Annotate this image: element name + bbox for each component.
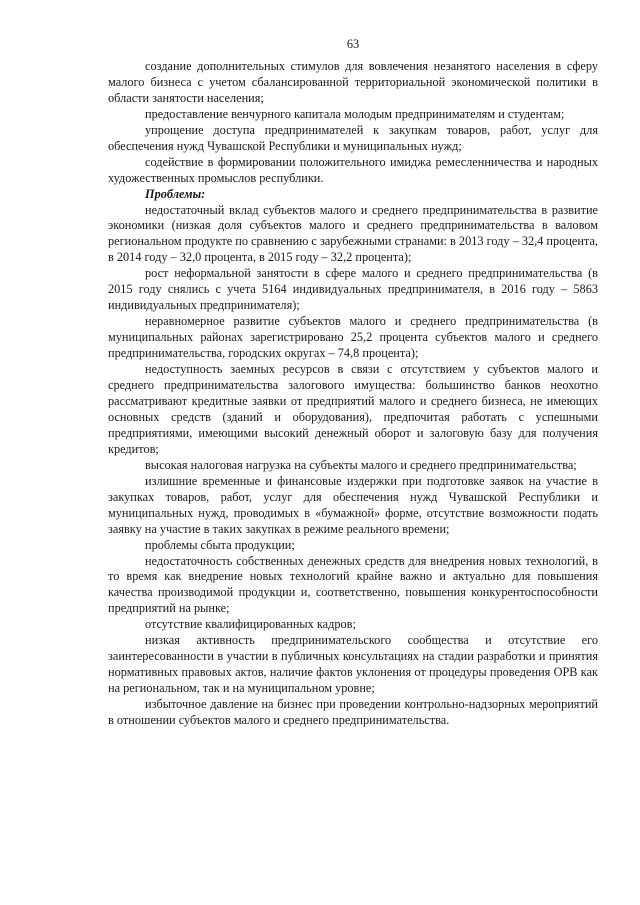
paragraph-tax-burden: высокая налоговая нагрузка на субъекты малого и среднего предпринимательства; xyxy=(145,457,577,472)
paragraph-credit-access: недоступность заемных ресурсов в связи с отсутствием у субъектов малого и среднего предпринимательства залогового имущества: большинство банков неохотно рассматривают кредитные заявки от предприятий малого и среднего бизнеса, не имеющих основных средств (зданий и оборудования), предпочитая работать с успешными предприятиями, имеющими высокий денежный оборот и залоговую базу для получения кредитов; xyxy=(108,362,598,456)
paragraph-procurement-access: упрощение доступа предпринимателей к закупкам товаров, работ, услуг для обеспечения нужд Чувашской Республики и муниципальных нужд; xyxy=(108,122,598,153)
paragraph-uneven-development: неравномерное развитие субъектов малого и среднего предпринимательства (в муниципальных районах зарегистрировано 25,2 процента субъектов малого и среднего предпринимательства, городских округах – 74,8 процента); xyxy=(108,314,598,361)
page-number: 63 xyxy=(346,37,360,51)
paragraph-own-funds: недостаточность собственных денежных средств для внедрения новых технологий, в то время как внедрение новых технологий крайне важно и актуально для повышения качества производимой продукции и, соответственно, повышения конкурентоспособности предприятий на рынке; xyxy=(108,553,598,616)
paragraph-excessive-pressure: избыточное давление на бизнес при проведении контрольно-надзорных мероприятий в отношении субъектов малого и среднего предпринимательства. xyxy=(108,697,598,728)
paragraph-crafts-image: содействие в формировании положительного имиджа ремесленничества и народных художественных промыслов республики. xyxy=(108,154,598,185)
paragraph-informal-employment: рост неформальной занятости в сфере малого и среднего предпринимательства (в 2015 году снялись с учета 5164 индивидуальных предпринимателя, в 2016 году – 5863 индивидуальных предпринимателя); xyxy=(108,266,598,313)
section-heading-problems: Проблемы: xyxy=(145,186,206,201)
paragraph-sales-problems: проблемы сбыта продукции; xyxy=(145,537,295,552)
paragraph-low-activity: низкая активность предпринимательского сообщества и отсутствие его заинтересованности в участии в публичных консультациях на стадии разработки и принятия нормативных правовых актов, наличие фактов уклонения от процедуры проведения ОРВ как на региональном, так и на муниципальном уровне; xyxy=(108,633,598,696)
paragraph-procurement-costs: излишние временные и финансовые издержки при подготовке заявок на участие в закупках товаров, работ, услуг для обеспечения нужд Чувашской Республики и муниципальных нужд, проводимых в «бумажной» форме, отсутствие возможности подать заявку на участие в таких закупках в режиме реального времени; xyxy=(108,473,598,536)
paragraph-qualified-staff: отсутствие квалифицированных кадров; xyxy=(145,617,356,632)
paragraph-stimuli: создание дополнительных стимулов для вовлечения незанятого населения в сферу малого бизнеса с учетом сбалансированной территориальной экономической политики в области занятости населения; xyxy=(108,58,598,105)
paragraph-venture-capital: предоставление венчурного капитала молодым предпринимателям и студентам; xyxy=(145,106,565,121)
paragraph-insufficient-contribution: недостаточный вклад субъектов малого и среднего предпринимательства в развитие экономики (низкая доля субъектов малого и среднего предпринимательства в валовом региональном продукте по сравнению с зарубежными странами: в 2013 году – 32,4 процента, в 2014 году – 32,0 процента, в 2015 году – 32,2 процента); xyxy=(108,202,598,265)
